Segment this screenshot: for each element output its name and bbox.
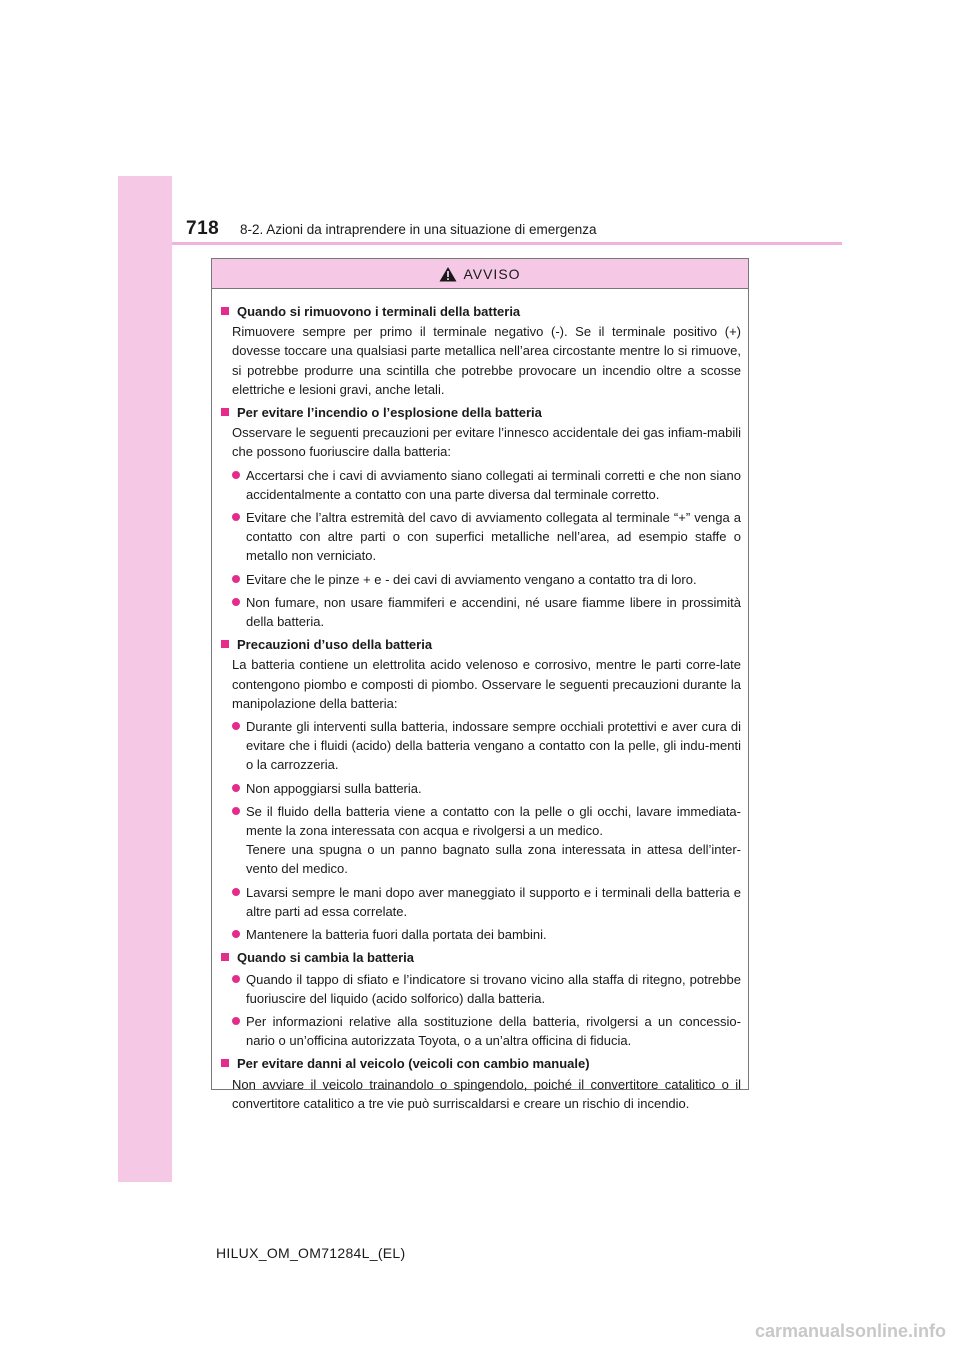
round-bullet-icon [232, 888, 240, 896]
section-heading-text: Quando si cambia la batteria [237, 950, 414, 966]
bullet-text-line: Se il fluido della batteria viene a contatto con la pelle o gli occhi, lavare immediata-mente la zona interessata con acqua e rivolgersi a un medico. [246, 803, 741, 839]
warning-header [212, 259, 748, 289]
section-heading [221, 1054, 741, 1073]
section-paragraph: Rimuovere sempre per primo il terminale negativo (-). Se il terminale positivo (+) dovesse toccare una qualsiasi parte metallica nell’area circostante mentre lo si rimuove, si potrebbe produrre una scintilla che potrebbe provocare un incendio oltre a scosse elettriche e lesioni gravi, anche letali. [232, 324, 741, 397]
round-bullet-icon [232, 1017, 240, 1025]
round-bullet-icon [232, 471, 240, 479]
bullet-item [221, 925, 741, 944]
section-paragraph: Non avviare il veicolo trainandolo o spingendolo, poiché il convertitore catalitico o il convertitore catalitico a tre vie può surriscaldarsi e creare un rischio di incendio. [232, 1076, 741, 1111]
bullet-text-line: Tenere una spugna o un panno bagnato sulla zona interessata in attesa dell’inter-vento del medico. [246, 842, 741, 877]
section-heading-text: Quando si rimuovono i terminali della batteria [237, 304, 521, 319]
round-bullet-icon [232, 575, 240, 583]
round-bullet-icon [232, 784, 240, 792]
section-heading-text: Precauzioni d’uso della batteria [237, 637, 433, 653]
bullet-text [246, 802, 741, 879]
square-bullet-icon [221, 307, 229, 315]
section-heading-text: Per evitare danni al veicolo (veicoli con cambio manuale) [237, 1056, 590, 1072]
bullet-text: Mantenere la batteria fuori dalla portata dei bambini. [246, 927, 547, 943]
bullet-text: Per informazioni relative alla sostituzione della batteria, rivolgersi a un concessio-nario o un’officina autorizzata Toyota, o a un’altra officina di fiducia. [246, 1013, 741, 1049]
bullet-text: Durante gli interventi sulla batteria, indossare sempre occhiali protettivi e aver cura di evitare che i fluidi (acido) della batteria vengano a contatto con la pelle, gli indu-menti o la carrozzeria. [246, 719, 741, 773]
section-paragraph: La batteria contiene un elettrolita acido velenoso e corrosivo, mentre le parti corre-late contengono piombo e composti di piombo. Osservare le seguenti precauzioni durante la manipolazione della batteria: [232, 657, 741, 711]
section-heading [221, 948, 741, 967]
section-paragraph: Osservare le seguenti precauzioni per evitare l’innesco accidentale dei gas infiam-mabili che possono fuoriuscire dalla batteria: [232, 425, 741, 460]
round-bullet-icon [232, 513, 240, 521]
section-heading [221, 635, 741, 654]
section-heading-text: Per evitare l’incendio o l’esplosione della batteria [237, 405, 542, 421]
bullet-item [221, 466, 741, 504]
bullet-item [221, 1012, 741, 1050]
square-bullet-icon [221, 1059, 229, 1067]
watermark: carmanualsonline.info [754, 1321, 946, 1341]
warning-title: AVVISO [463, 265, 521, 282]
section-heading [221, 403, 741, 422]
warning-triangle-icon [439, 266, 457, 282]
page-number: 718 [186, 218, 220, 239]
section-heading [221, 302, 741, 321]
section-title: 8-2. Azioni da intraprendere in una situazione di emergenza [240, 222, 597, 237]
bullet-item [221, 508, 741, 566]
bullet-text: Quando il tappo di sfiato e l’indicatore si trovano vicino alla staffa di ritegno, potrebbe fuoriuscire del liquido (acido solforico) dalla batteria. [246, 971, 741, 1006]
bullet-item [221, 802, 741, 879]
side-color-strip [118, 176, 172, 1182]
bullet-item [221, 970, 741, 1008]
document-code: HILUX_OM_OM71284L_(EL) [216, 1245, 406, 1261]
warning-box [211, 258, 749, 1111]
bullet-text: Non appoggiarsi sulla batteria. [246, 780, 422, 796]
bullet-text: Lavarsi sempre le mani dopo aver maneggiato il supporto e i terminali della batteria e altre parti ad essa correlate. [246, 884, 741, 919]
square-bullet-icon [221, 408, 229, 416]
square-bullet-icon [221, 953, 229, 961]
round-bullet-icon [232, 930, 240, 938]
warning-body [212, 289, 748, 1113]
square-bullet-icon [221, 640, 229, 648]
header-rule [172, 242, 842, 245]
bullet-item [221, 593, 741, 631]
bullet-text: Accertarsi che i cavi di avviamento siano collegati ai terminali corretti e che non siano accidentalmente a contatto con una parte diversa dal terminale corretto. [246, 467, 741, 502]
bullet-text: Evitare che le pinze + e - dei cavi di avviamento vengano a contatto tra di loro. [246, 571, 697, 587]
round-bullet-icon [232, 722, 240, 730]
bullet-item [221, 779, 741, 798]
round-bullet-icon [232, 598, 240, 606]
bullet-item [221, 570, 741, 589]
bullet-item [221, 883, 741, 921]
bullet-text: Non fumare, non usare fiammiferi e accendini, né usare fiamme libere in prossimità della batteria. [246, 594, 741, 630]
bullet-text: Evitare che l’altra estremità del cavo di avviamento collegata al terminale “+” venga a contatto con altre parti o con superfici metalliche nell’area, ad esempio staffe o metallo non verniciato. [246, 510, 741, 564]
round-bullet-icon [232, 807, 240, 815]
bullet-item [221, 717, 741, 775]
round-bullet-icon [232, 975, 240, 983]
